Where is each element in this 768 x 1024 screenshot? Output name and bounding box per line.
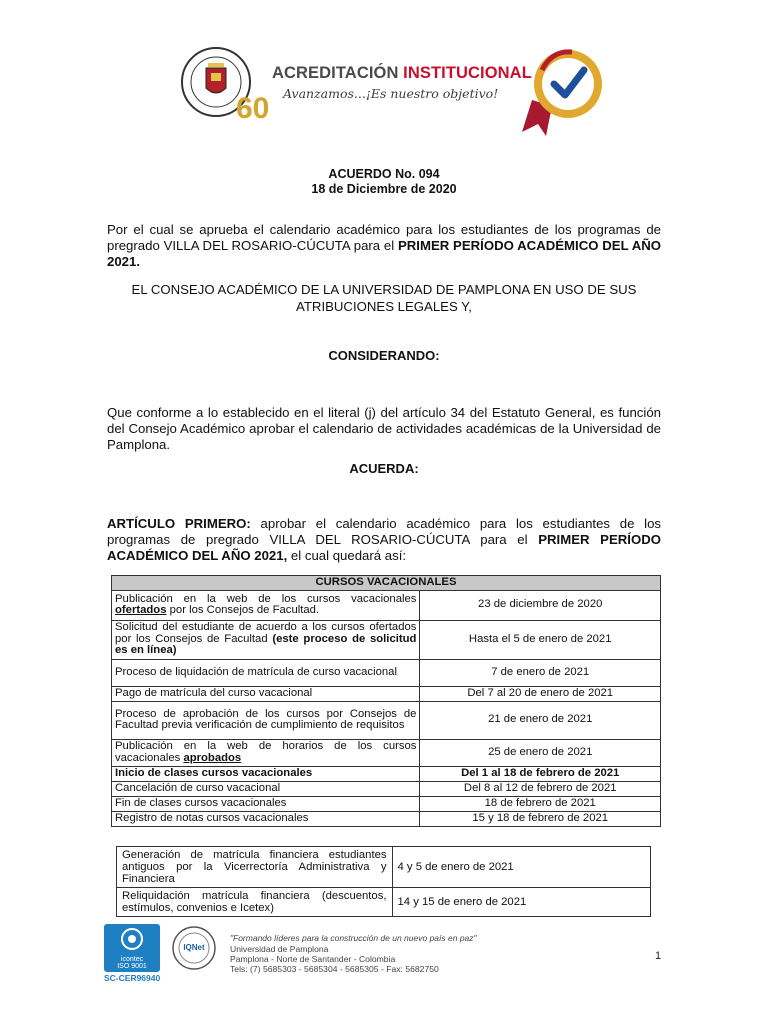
table-row: Solicitud del estudiante de acuerdo a los cursos ofertados por los Consejos de Facultad (este proceso de solicitud es en línea) Hasta el 5 de enero de 2021 [112,620,661,659]
considerando-paragraph: Que conforme a lo establecido en el literal (j) del artículo 34 del Estatuto General, es función del Consejo Académico aprobar el calendario de actividades académicas de la Universidad de Pamplona. [107,405,661,452]
footer-phones: Tels: (7) 5685303 - 5685304 - 5685305 - Fax: 5682750 [230,964,439,974]
financial-enrollment-table [116,846,651,917]
agreement-date: 18 de Diciembre de 2020 [311,182,457,196]
accreditation-title: ACREDITACIÓN INSTITUCIONAL [272,64,532,82]
footer-university: Universidad de Pamplona [230,944,329,954]
table-row: Inicio de clases cursos vacacionales Del 1 al 18 de febrero de 2021 [112,766,661,781]
icontec-icon [104,924,160,954]
iqnet-certification-logo [166,924,222,972]
considerando-heading: CONSIDERANDO: [328,348,440,363]
table-row: Generación de matrícula financiera estudiantes antiguos por la Vicerrectoría Administrativa y Financiera 4 y 5 de enero de 2021 [117,847,651,888]
table-row: Proceso de liquidación de matrícula de curso vacacional 7 de enero de 2021 [112,659,661,686]
table-row: Fin de clases cursos vacacionales 18 de febrero de 2021 [112,796,661,811]
table-row: Publicación en la web de los cursos vacacionales ofertados por los Consejos de Facultad. 23 de diciembre de 2020 [112,590,661,620]
agreement-number: ACUERDO No. 094 [328,167,440,181]
table-row: Reliquidación matrícula financiera (descuentos, estímulos, convenios e Icetex) 14 y 15 de enero de 2021 [117,888,651,917]
footer-slogan: "Formando líderes para la construcción de un nuevo país en paz" [230,933,477,943]
table-row: Proceso de aprobación de los cursos por Consejos de Facultad previa verificación de cumplimiento de requisitos 21 de enero de 2021 [112,701,661,739]
acuerda-heading: ACUERDA: [349,461,419,476]
accreditation-seal-icon [522,40,604,136]
article-first-paragraph: ARTÍCULO PRIMERO: aprobar el calendario académico para los estudiantes de los programas de pregrado VILLA DEL ROSARIO-CÚCUTA para el PRIMER PERÍODO ACADÉMICO DEL AÑO 2021, el cual quedará así: [107,516,661,563]
table-header: CURSOS VACACIONALES [112,576,661,591]
iqnet-label: IQNet [183,943,205,952]
icontec-certification-logo [104,924,160,972]
table-row: Pago de matrícula del curso vacacional Del 7 al 20 de enero de 2021 [112,686,661,701]
table-row: Cancelación de curso vacacional Del 8 al 12 de febrero de 2021 [112,781,661,796]
accreditation-slogan: Avanzamos...¡Es nuestro objetivo! [283,86,499,101]
intro-paragraph: Por el cual se aprueba el calendario académico para los estudiantes de los programas de pregrado VILLA DEL ROSARIO-CÚCUTA para el PRIMER PERÍODO ACADÉMICO DEL AÑO 2021. [107,222,661,269]
council-statement: EL CONSEJO ACADÉMICO DE LA UNIVERSIDAD DE PAMPLONA EN USO DE SUS ATRIBUCIONES LEGALES Y, [131,282,637,314]
certificate-code: SC-CER96940 [104,973,161,983]
page-number: 1 [655,950,662,962]
university-seal-logo [178,44,270,126]
table-row: Registro de notas cursos vacacionales 15 y 18 de febrero de 2021 [112,811,661,826]
icontec-label: icontec [120,956,144,963]
svg-text:60: 60 [236,92,270,125]
footer-address: Pamplona - Norte de Santander - Colombia [230,954,396,964]
vacation-courses-table [111,575,661,827]
table-row: Publicación en la web de horarios de los cursos vacacionales aprobados 25 de enero de 2021 [112,739,661,766]
iso-label: ISO 9001 [117,963,147,970]
